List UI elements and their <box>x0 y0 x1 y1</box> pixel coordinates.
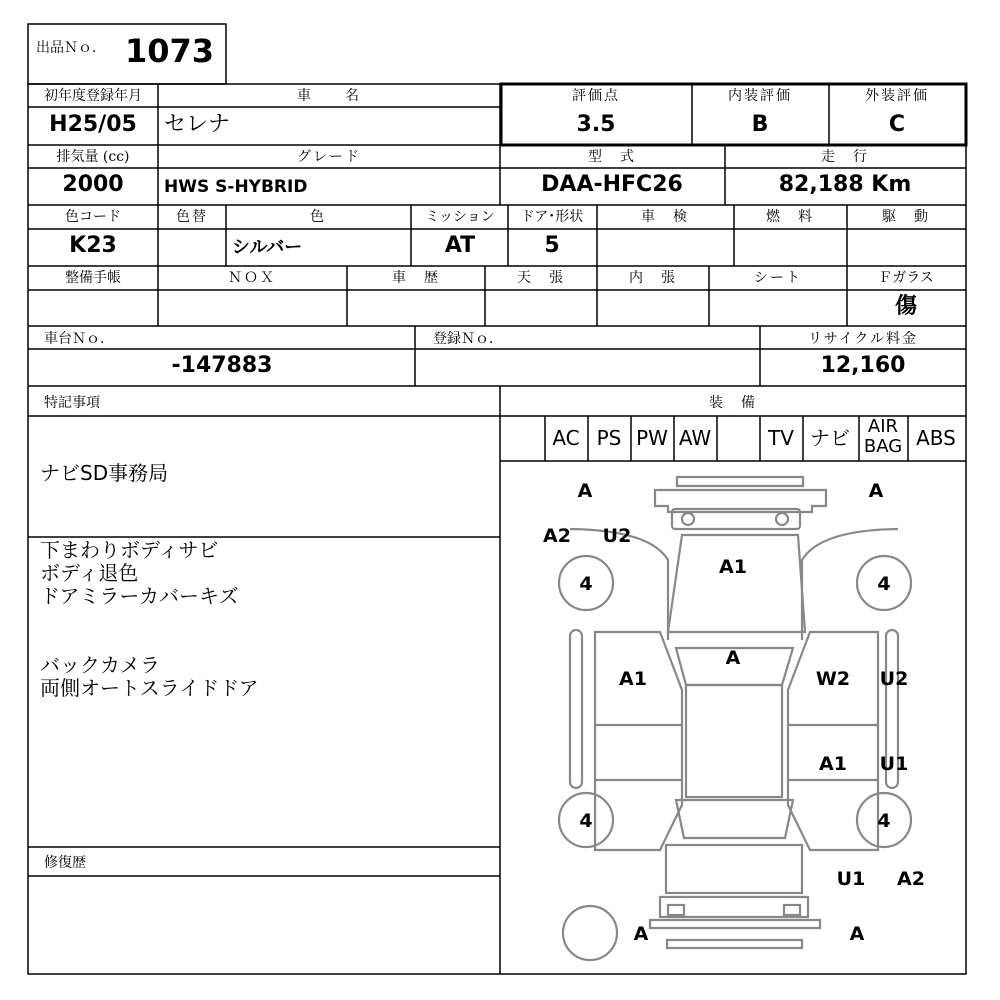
color-code-label: 色コード <box>65 209 121 225</box>
exterior-label: 外装評価 <box>865 88 929 104</box>
recycle-label: リサイクル料金 <box>807 331 919 347</box>
first-reg-label: 初年度登録年月 <box>44 88 142 104</box>
drive-label: 駆 動 <box>882 209 930 225</box>
tire-front-left: 4 <box>579 573 593 595</box>
first-reg-value: H25/05 <box>49 112 137 137</box>
damage-door-right-w: W2 <box>815 668 851 690</box>
inspection-label: 車 検 <box>641 209 689 225</box>
equipment-pw: PW <box>636 426 668 450</box>
car-name-label: 車 名 <box>297 88 361 104</box>
mission-label: ミッション <box>425 209 495 225</box>
displacement-label: 排気量 (cc) <box>56 149 130 165</box>
roof-label: 天 張 <box>517 270 565 286</box>
remarks-box-2: 下まわりボディサビ ボディ退色 ドアミラーカバーキズ バックカメラ 両側オートスライドドア <box>40 538 259 700</box>
damage-fender-left-a: A2 <box>543 525 571 547</box>
equipment-ac: AC <box>552 426 580 450</box>
color-code-value: K23 <box>69 233 117 258</box>
equipment-ps: PS <box>596 426 622 450</box>
registration-label: 登録Ｎｏ． <box>433 331 503 347</box>
mission-value: AT <box>444 233 476 258</box>
remarks-label: 特記事項 <box>44 395 100 411</box>
damage-roof-front: A <box>725 647 741 669</box>
tire-rear-left: 4 <box>579 810 593 832</box>
equipment-airbag: AIR BAG <box>863 416 903 457</box>
damage-rear-right: A <box>849 923 865 945</box>
exterior-value: C <box>888 112 906 137</box>
nox-label: ＮＯＸ <box>228 270 276 286</box>
lot-number: 1073 <box>125 32 215 70</box>
history-label: 車 歴 <box>392 270 440 286</box>
tire-front-right: 4 <box>877 573 891 595</box>
chassis-value: -147883 <box>171 353 273 378</box>
car-name-value: セレナ <box>164 112 231 137</box>
mileage-value: 82,188 Km <box>778 172 912 197</box>
equipment-label: 装 備 <box>709 395 757 411</box>
color-change-label: 色替 <box>176 209 208 225</box>
damage-rear-left: A <box>633 923 649 945</box>
color-value: シルバー <box>232 237 303 258</box>
door-label: ドア･形状 <box>520 209 584 225</box>
glass-value: 傷 <box>894 294 918 319</box>
equipment-navi: ナビ <box>810 426 850 450</box>
score-label: 評価点 <box>572 88 620 104</box>
damage-door-left: A1 <box>619 668 647 690</box>
model-label: 型 式 <box>588 149 636 165</box>
door-value: 5 <box>544 233 560 258</box>
lot-label: 出品Ｎｏ． <box>36 40 106 56</box>
displacement-value: 2000 <box>62 172 124 197</box>
tire-rear-right: 4 <box>877 810 891 832</box>
interior-value: B <box>751 112 769 137</box>
equipment-tv: TV <box>768 426 794 450</box>
interior-label: 内装評価 <box>728 88 792 104</box>
damage-front-left: A <box>577 480 593 502</box>
chassis-label: 車台Ｎｏ． <box>44 331 114 347</box>
model-value: DAA-HFC26 <box>541 172 683 197</box>
damage-rear-right-a: A2 <box>897 868 925 890</box>
grade-value: HWS S-HYBRID <box>164 177 308 197</box>
damage-rear-right-u: U1 <box>836 868 866 890</box>
grade-label: グレード <box>297 149 361 165</box>
repair-history-label: 修復歴 <box>44 855 86 871</box>
mileage-label: 走 行 <box>821 149 869 165</box>
damage-fender-left-u: U2 <box>602 525 632 547</box>
damage-door-right-u: U2 <box>879 668 909 690</box>
equipment-abs: ABS <box>916 426 956 450</box>
damage-hood: A1 <box>719 556 747 578</box>
damage-rear-door-right-a: A1 <box>819 753 847 775</box>
maintenance-label: 整備手帳 <box>65 270 121 286</box>
recycle-value: 12,160 <box>820 353 906 378</box>
score-value: 3.5 <box>576 112 616 137</box>
damage-front-right: A <box>868 480 884 502</box>
fuel-label: 燃 料 <box>766 209 814 225</box>
damage-rear-door-right-u: U1 <box>879 753 909 775</box>
glass-label: Ｆガラス <box>878 270 934 286</box>
remarks-box-1: ナビSD事務局 <box>40 461 169 485</box>
color-label: 色 <box>310 209 326 225</box>
equipment-aw: AW <box>678 426 712 450</box>
seat-label: シート <box>754 270 802 286</box>
interior-trim-label: 内 張 <box>629 270 677 286</box>
